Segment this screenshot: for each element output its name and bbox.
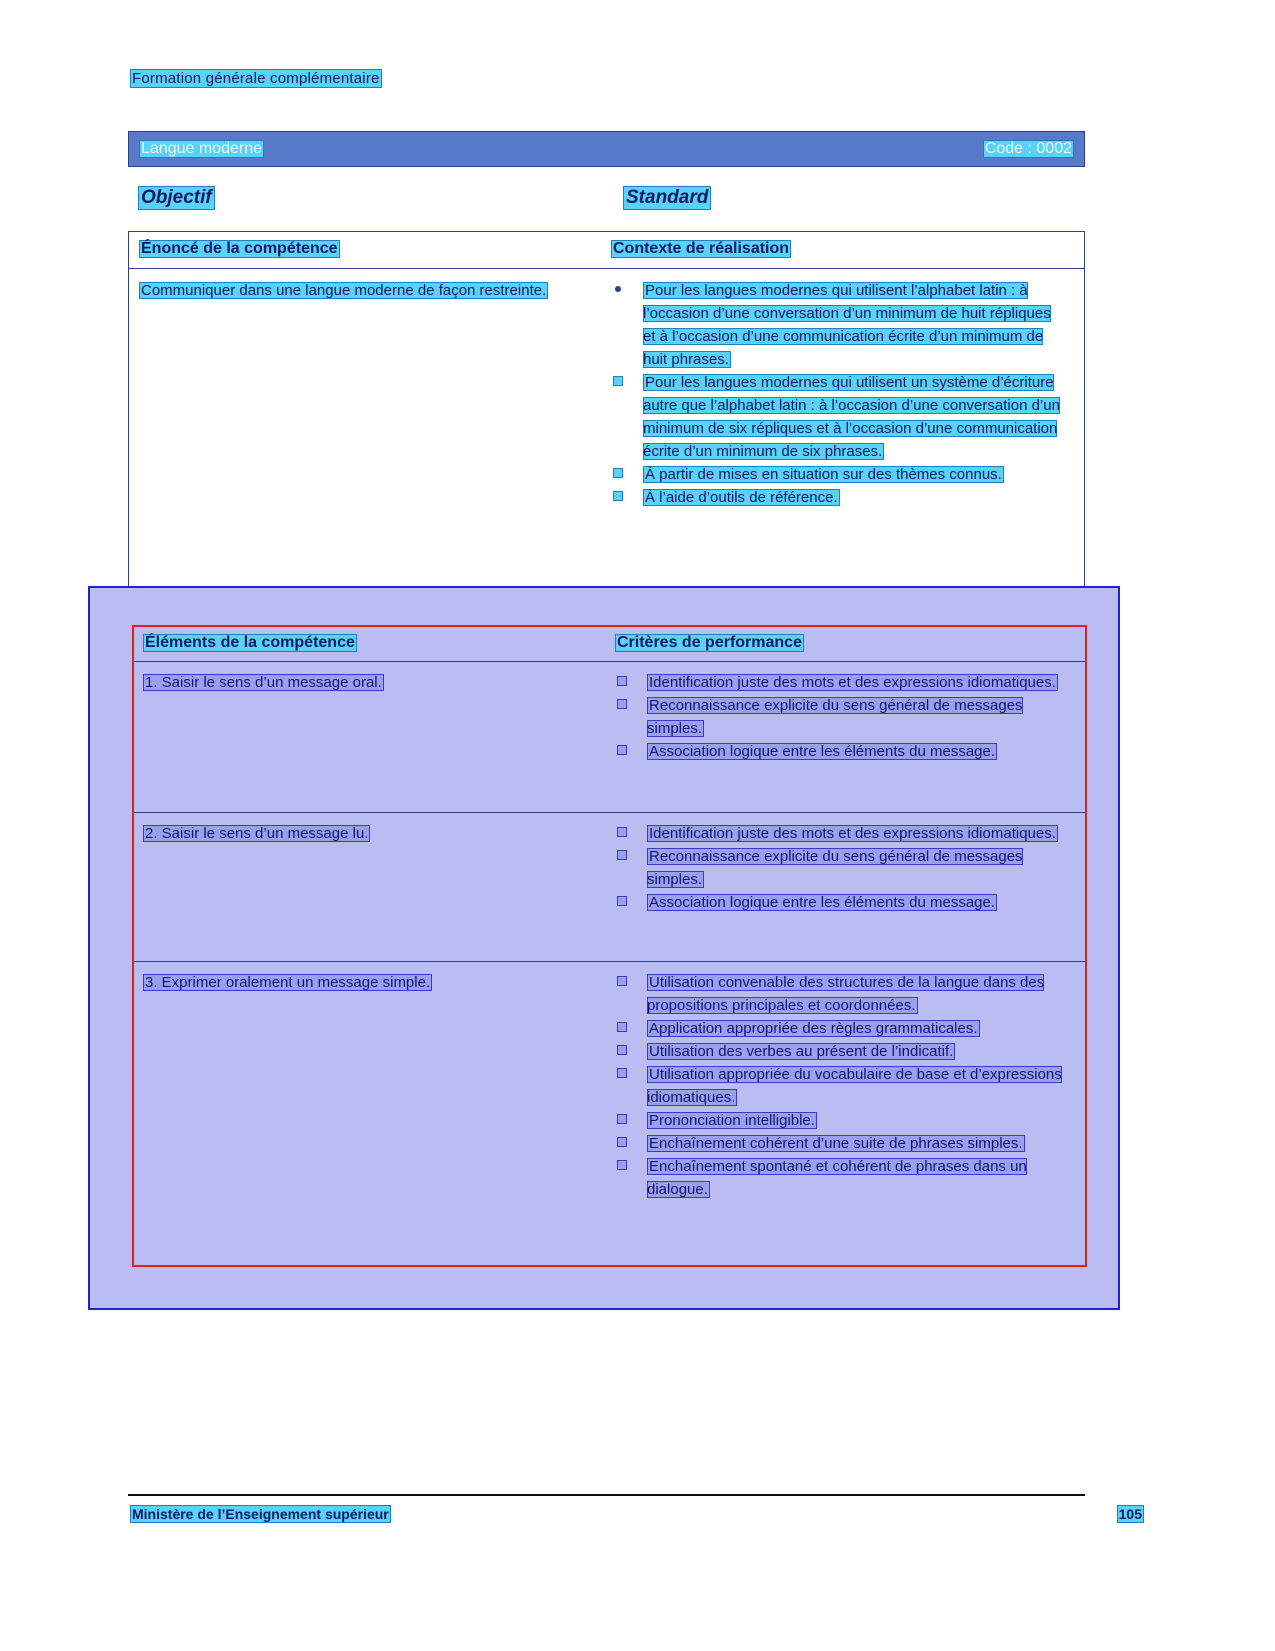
elements-header: Éléments de la compétence [145, 634, 355, 651]
list-item [615, 1132, 1073, 1155]
criteria-cell [615, 671, 1073, 763]
criteria-header: Critères de performance [617, 634, 802, 651]
criterion-text: Utilisation appropriée du vocabulaire de base et d’expressions idiomatiques. [647, 1066, 1062, 1106]
footer-divider [128, 1494, 1085, 1496]
criterion-text: Enchaînement cohérent d’une suite de phrases simples. [649, 1135, 1023, 1152]
competence-statement-cell [139, 279, 589, 302]
elements-criteria-table [132, 625, 1087, 1267]
criterion-text: Prononciation intelligible. [649, 1112, 815, 1129]
table-row [134, 662, 1085, 813]
list-item [615, 740, 1073, 763]
criterion-text: Application appropriée des règles grammaticales. [649, 1020, 978, 1037]
bullet-icon [618, 700, 626, 708]
bullet-icon [615, 286, 621, 292]
list-item [615, 1063, 1073, 1109]
bullet-icon [618, 977, 626, 985]
course-name: Langue moderne [141, 140, 262, 157]
realisation-context-list [611, 279, 1066, 509]
bullet-icon [618, 1161, 626, 1169]
criteria-list [615, 671, 1073, 763]
criteria-cell [615, 971, 1073, 1201]
bullet-icon [618, 677, 626, 685]
list-item [615, 1109, 1073, 1132]
criteria-list [615, 971, 1073, 1201]
criterion-text: Identification juste des mots et des expressions idiomatiques. [649, 674, 1056, 691]
objective-standard-row [138, 186, 1078, 210]
bullet-icon [618, 1069, 626, 1077]
bullet-icon [618, 897, 626, 905]
criterion-text: Identification juste des mots et des expressions idiomatiques. [649, 825, 1056, 842]
criteria-cell [615, 822, 1073, 914]
bullet-icon [618, 1046, 626, 1054]
bullet-icon [618, 828, 626, 836]
list-item [615, 1017, 1073, 1040]
selection-overlay-region[interactable] [88, 586, 1120, 1310]
list-item [611, 463, 1066, 486]
criterion-text: Association logique entre les éléments du message. [649, 894, 996, 911]
standard-label: Standard [623, 186, 711, 210]
bullet-icon [618, 746, 626, 754]
footer-ministry-label: Ministère de l’Enseignement supérieur [132, 1506, 389, 1522]
document-header-label: Formation générale complémentaire [132, 70, 380, 87]
bullet-icon [618, 1115, 626, 1123]
list-item [615, 891, 1073, 914]
element-cell [143, 822, 598, 845]
element-cell [143, 671, 598, 694]
competence-table-header [129, 232, 1084, 269]
competence-table-body [129, 269, 1084, 609]
list-item [611, 371, 1066, 463]
table-row [134, 962, 1085, 1265]
elements-criteria-table-header [134, 627, 1085, 662]
list-item [615, 822, 1073, 845]
list-item [615, 845, 1073, 891]
element-text: 3. Exprimer oralement un message simple. [145, 974, 431, 991]
table-row [134, 813, 1085, 962]
context-item-text: À partir de mises en situation sur des thèmes connus. [645, 466, 1002, 483]
list-item [615, 1040, 1073, 1063]
competence-table [128, 231, 1085, 610]
criteria-list [615, 822, 1073, 914]
bullet-icon [614, 469, 622, 477]
criterion-text: Reconnaissance explicite du sens général de messages simples. [647, 697, 1023, 737]
element-text: 2. Saisir le sens d’un message lu. [145, 825, 369, 842]
realisation-context-header: Contexte de réalisation [613, 240, 790, 257]
criterion-text: Reconnaissance explicite du sens général de messages simples. [647, 848, 1023, 888]
criterion-text: Association logique entre les éléments du message. [649, 743, 996, 760]
list-item [615, 1155, 1073, 1201]
bullet-icon [618, 1138, 626, 1146]
list-item [615, 671, 1073, 694]
course-code: Code : 0002 [984, 140, 1072, 157]
objectif-label: Objectif [138, 186, 215, 210]
list-item [615, 971, 1073, 1017]
bullet-icon [618, 851, 626, 859]
criterion-text: Utilisation des verbes au présent de l’indicatif. [649, 1043, 954, 1060]
element-text: 1. Saisir le sens d’un message oral. [145, 674, 382, 691]
context-item-text: Pour les langues modernes qui utilisent un système d’écriture autre que l’alphabet latin : à l’occasion d’une conversation d’un minimum de six répliques et à l’occasion d’une communication écrite d’un minimum de six phrases. [643, 374, 1060, 460]
bullet-icon [614, 492, 622, 500]
list-item [615, 694, 1073, 740]
course-title-bar [128, 131, 1085, 167]
bullet-icon [618, 1023, 626, 1031]
competence-statement-text: Communiquer dans une langue moderne de façon restreinte. [141, 282, 547, 299]
footer-page-number: 105 [1118, 1506, 1142, 1522]
context-item-text: Pour les langues modernes qui utilisent l’alphabet latin : à l’occasion d’une conversation d’un minimum de huit répliques et à l’occasion d’une communication écrite d’un minimum de huit phrases. [643, 282, 1051, 368]
context-item-text: À l’aide d’outils de référence. [645, 489, 838, 506]
competence-statement-header: Énoncé de la compétence [141, 240, 338, 257]
realisation-context-cell [611, 279, 1066, 509]
criterion-text: Utilisation convenable des structures de la langue dans des propositions principales et coordonnées. [647, 974, 1045, 1014]
list-item [611, 486, 1066, 509]
list-item [611, 279, 1066, 371]
bullet-icon [614, 377, 622, 385]
element-cell [143, 971, 598, 994]
criterion-text: Enchaînement spontané et cohérent de phrases dans un dialogue. [647, 1158, 1027, 1198]
